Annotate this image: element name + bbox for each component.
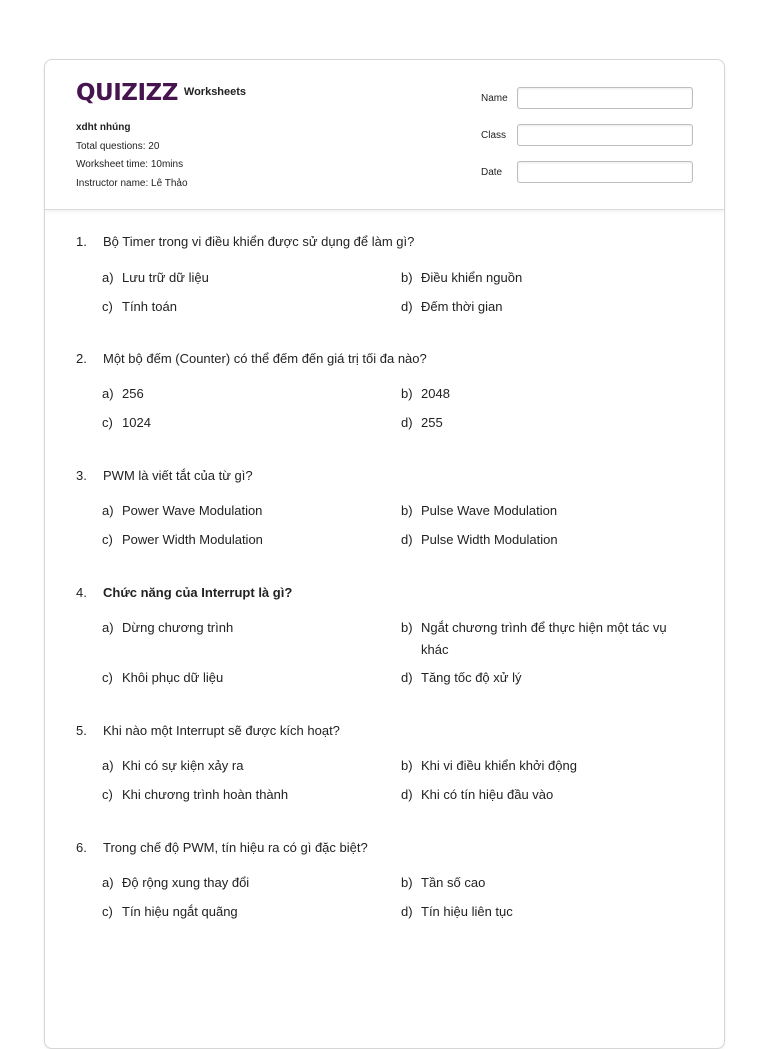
instructor-name: Instructor name: Lê Thảo [76,177,188,189]
brand [76,80,246,106]
option-d [401,529,681,551]
option-text: Khi chương trình hoàn thành [122,787,289,802]
option-letter: a) [102,270,114,285]
class-field-row [481,124,693,146]
option-text: Điều khiển nguồn [421,270,523,285]
option-b [401,383,681,405]
option-text: Khi có tín hiệu đầu vào [421,787,554,802]
option-letter: a) [102,875,114,890]
question-number: 2. [76,351,87,366]
option-a [102,267,382,289]
option-letter: b) [401,503,413,518]
date-field-row [481,161,693,183]
name-label: Name [481,92,508,104]
question-stem [76,234,414,249]
option-letter: b) [401,270,413,285]
option-text: Tín hiệu ngắt quãng [122,904,238,919]
option-letter: b) [401,620,413,635]
option-text: Pulse Wave Modulation [421,503,558,518]
brand-subtitle: Worksheets [183,86,247,98]
option-a [102,383,382,405]
quizizz-logo: QUIZIZZ [76,80,178,106]
option-text: Lưu trữ dữ liệu [122,270,209,285]
question-stem [76,351,427,366]
option-text: Độ rộng xung thay đổi [122,875,250,890]
option-d [401,667,681,689]
option-d [401,901,681,923]
option-text: Tần số cao [421,875,486,890]
option-b [401,267,681,289]
option-a [102,617,382,639]
question-stem [76,468,253,483]
option-text: Pulse Width Modulation [421,532,558,547]
question-number: 1. [76,234,87,249]
option-b [401,872,681,894]
question-text: Trong chế độ PWM, tín hiệu ra có gì đặc biệt? [103,840,368,855]
date-input[interactable] [517,161,693,183]
option-b [401,500,681,522]
date-label: Date [481,166,503,178]
worksheet-meta [76,119,188,193]
option-letter: d) [401,415,413,430]
option-d [401,412,681,434]
option-c [102,296,382,318]
option-letter: c) [102,787,113,802]
option-text: Tín hiệu liên tục [421,904,513,919]
option-letter: a) [102,758,114,773]
question-number: 3. [76,468,87,483]
option-letter: a) [102,386,114,401]
option-c [102,784,382,806]
option-text: Power Wave Modulation [122,503,263,518]
option-letter: a) [102,503,114,518]
option-c [102,901,382,923]
option-text: Ngắt chương trình để thực hiện một tác vụ khác [421,620,667,657]
question-stem [76,585,292,600]
option-letter: d) [401,299,413,314]
option-text: 255 [421,415,443,430]
option-a [102,755,382,777]
option-b [401,755,681,777]
option-letter: c) [102,532,113,547]
option-text: Tính toán [122,299,177,314]
option-letter: c) [102,415,113,430]
worksheet-header [45,60,724,210]
option-a [102,500,382,522]
class-input[interactable] [517,124,693,146]
option-text: Đếm thời gian [421,299,503,314]
option-letter: b) [401,758,413,773]
question-stem [76,840,368,855]
option-c [102,529,382,551]
option-c [102,412,382,434]
option-letter: d) [401,532,413,547]
option-letter: d) [401,670,413,685]
option-text: 2048 [421,386,450,401]
worksheet-title: xdht nhúng [76,122,131,133]
name-input[interactable] [517,87,693,109]
option-letter: d) [401,787,413,802]
question-number: 6. [76,840,87,855]
question-text: Bộ Timer trong vi điều khiển được sử dụng để làm gì? [103,234,415,249]
question-number: 4. [76,585,87,600]
option-letter: c) [102,299,113,314]
question-text: PWM là viết tắt của từ gì? [103,468,253,483]
worksheet-page [44,59,725,1049]
class-label: Class [481,129,507,141]
question-text: Chức năng của Interrupt là gì? [103,585,293,600]
option-text: Khôi phục dữ liệu [122,670,224,685]
option-d [401,784,681,806]
option-text: 1024 [122,415,151,430]
question-stem [76,723,340,738]
option-text: Power Width Modulation [122,532,263,547]
total-questions: Total questions: 20 [76,140,160,152]
question-text: Khi nào một Interrupt sẽ được kích hoạt? [103,723,340,738]
option-a [102,872,382,894]
option-text: Khi vi điều khiển khởi động [421,758,577,773]
option-letter: a) [102,620,114,635]
option-c [102,667,382,689]
option-text: Khi có sự kiện xảy ra [122,758,244,773]
option-text: Tăng tốc độ xử lý [421,670,522,685]
option-letter: c) [102,904,113,919]
option-letter: b) [401,386,413,401]
option-letter: d) [401,904,413,919]
option-letter: c) [102,670,113,685]
option-letter: b) [401,875,413,890]
worksheet-time: Worksheet time: 10mins [76,159,184,170]
name-field-row [481,87,693,109]
option-d [401,296,681,318]
option-b [401,617,681,661]
option-text: Dừng chương trình [122,620,234,635]
question-number: 5. [76,723,87,738]
option-text: 256 [122,386,144,401]
question-text: Một bộ đếm (Counter) có thể đếm đến giá trị tối đa nào? [103,351,427,366]
